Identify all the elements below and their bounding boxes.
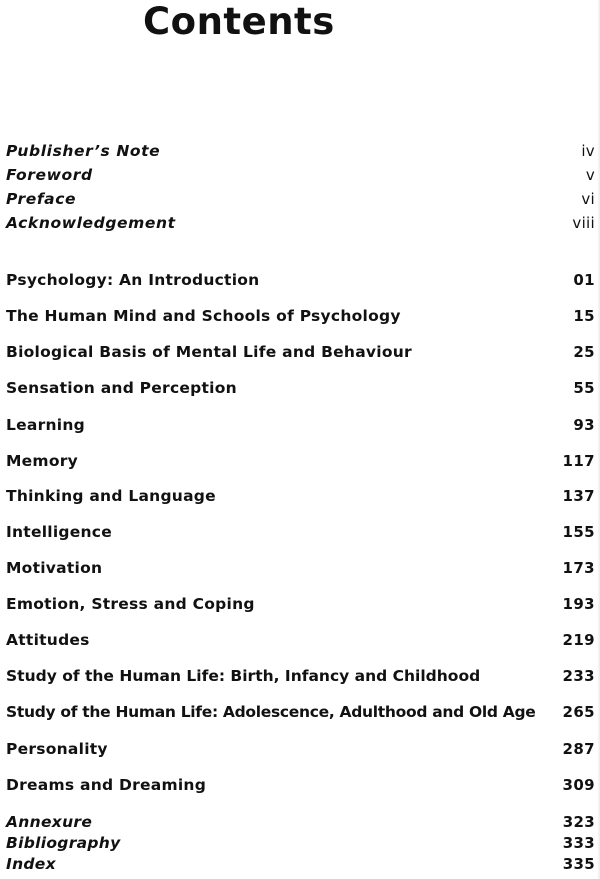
- toc-chapter-13: [6, 703, 595, 721]
- toc-entry-page: 333: [562, 834, 595, 852]
- toc-chapter-3: [6, 343, 595, 361]
- toc-chapter-8: [6, 523, 595, 541]
- toc-entry-page: v: [585, 166, 595, 184]
- toc-entry-page: 25: [573, 343, 595, 361]
- toc-entry-page: 265: [562, 703, 595, 721]
- toc-entry-title: Preface: [6, 190, 77, 208]
- toc-entry-title: Sensation and Perception: [6, 379, 237, 397]
- toc-entry-publishers-note: [6, 142, 595, 160]
- toc-entry-title: Biological Basis of Mental Life and Behaviour: [6, 343, 412, 361]
- toc-entry-page: 01: [573, 271, 595, 289]
- toc-chapter-12: [6, 667, 595, 685]
- toc-entry-page: 233: [562, 667, 595, 685]
- toc-entry-page: 219: [562, 631, 595, 649]
- toc-entry-title: Study of the Human Life: Adolescence, Adulthood and Old Age: [6, 703, 536, 721]
- toc-entry-title: Motivation: [6, 559, 103, 577]
- toc-entry-title: Dreams and Dreaming: [6, 776, 207, 794]
- toc-entry-page: 323: [562, 813, 595, 831]
- toc-entry-page: 117: [562, 452, 595, 470]
- toc-entry-title: Psychology: An Introduction: [6, 271, 260, 289]
- toc-entry-title: Learning: [6, 416, 85, 434]
- toc-entry-index: [6, 855, 595, 873]
- toc-entry-annexure: [6, 813, 595, 831]
- toc-entry-title: Attitudes: [6, 631, 90, 649]
- toc-entry-title: Index: [6, 855, 56, 873]
- toc-entry-title: Bibliography: [6, 834, 121, 852]
- toc-chapter-14: [6, 740, 595, 758]
- toc-chapter-10: [6, 595, 595, 613]
- toc-entry-page: 155: [562, 523, 595, 541]
- toc-entry-page: 173: [562, 559, 595, 577]
- toc-entry-title: Publisher’s Note: [6, 142, 161, 160]
- toc-entry-acknowledgement: [6, 214, 595, 232]
- toc-chapter-1: [6, 271, 595, 289]
- toc-chapter-4: [6, 379, 595, 397]
- toc-chapter-7: [6, 487, 595, 505]
- toc-entry-page: 335: [562, 855, 595, 873]
- toc-entry-page: viii: [572, 214, 595, 232]
- toc-entry-title: Emotion, Stress and Coping: [6, 595, 255, 613]
- toc-entry-page: 137: [562, 487, 595, 505]
- toc-entry-title: Personality: [6, 740, 108, 758]
- toc-entry-title: Annexure: [6, 813, 93, 831]
- toc-entry-page: 15: [573, 307, 595, 325]
- toc-entry-foreword: [6, 166, 595, 184]
- toc-chapter-11: [6, 631, 595, 649]
- toc-entry-preface: [6, 190, 595, 208]
- toc-entry-page: 93: [573, 416, 595, 434]
- toc-entry-title: Acknowledgement: [6, 214, 176, 232]
- toc-entry-title: Study of the Human Life: Birth, Infancy and Childhood: [6, 667, 481, 685]
- toc-entry-title: Thinking and Language: [6, 487, 216, 505]
- toc-entry-page: vi: [581, 190, 595, 208]
- toc-entry-title: Intelligence: [6, 523, 113, 541]
- toc-chapter-2: [6, 307, 595, 325]
- toc-entry-title: Foreword: [6, 166, 93, 184]
- toc-entry-page: iv: [581, 142, 595, 160]
- toc-entry-page: 193: [562, 595, 595, 613]
- toc-entry-title: The Human Mind and Schools of Psychology: [6, 307, 401, 325]
- toc-entry-page: 287: [562, 740, 595, 758]
- toc-entry-page: 309: [562, 776, 595, 794]
- toc-chapter-15: [6, 776, 595, 794]
- toc-chapter-9: [6, 559, 595, 577]
- toc-entry-title: Memory: [6, 452, 78, 470]
- toc-chapter-5: [6, 416, 595, 434]
- page-title: Contents: [143, 0, 335, 43]
- toc-chapter-6: [6, 452, 595, 470]
- toc-entry-bibliography: [6, 834, 595, 852]
- toc-entry-page: 55: [573, 379, 595, 397]
